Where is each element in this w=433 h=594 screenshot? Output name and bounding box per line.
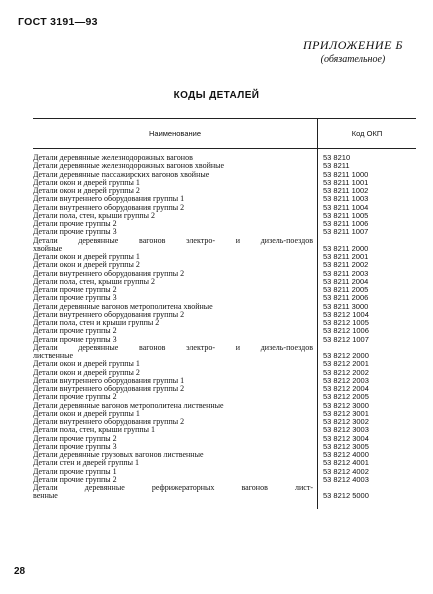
okp-code: 53 8211 2005: [323, 285, 369, 294]
detail-name: Детали деревянные железнодорожных вагонов: [33, 154, 193, 162]
column-header-code: Код ОКП: [351, 129, 383, 138]
detail-name: Детали окон и дверей группы 1: [33, 178, 140, 187]
detail-name: венные: [33, 492, 58, 501]
table-row: [33, 154, 416, 162]
okp-code: 53 8212 2001: [323, 359, 369, 369]
okp-code: 53 8212 1005: [323, 318, 369, 327]
okp-code: 53 8211 2006: [323, 293, 369, 303]
codes-table: [33, 118, 416, 501]
okp-code: 53 8212 1007: [323, 334, 369, 344]
detail-name: Детали прочие группы 1: [33, 467, 117, 476]
okp-code: 53 8212 1006: [323, 326, 369, 336]
table-row: [33, 476, 416, 484]
okp-code: 53 8212 3002: [323, 417, 369, 426]
detail-name: Детали внутреннего оборудования группы 1: [33, 195, 185, 204]
okp-code: 53 8212 5000: [323, 491, 369, 501]
detail-name: Детали прочие группы 2: [33, 475, 117, 484]
detail-name: Детали деревянные рефрижераторных вагонов лист-: [33, 484, 313, 492]
detail-name: Детали прочие группы 2: [33, 434, 117, 443]
detail-name: Детали деревянные вагонов электро- и дизель-поездов: [33, 343, 313, 352]
okp-code: 53 8211 1007: [323, 227, 369, 237]
detail-name: лиственные: [33, 352, 74, 360]
detail-name: Детали окон и дверей группы 2: [33, 261, 140, 270]
table-row: [33, 336, 416, 344]
table-row: [33, 228, 416, 236]
appendix-note: (обязательное): [320, 54, 386, 65]
detail-name: хвойные: [33, 244, 63, 253]
appendix-title: ПРИЛОЖЕНИЕ Б: [302, 38, 403, 52]
detail-name: Детали внутреннего оборудования группы 1: [33, 376, 185, 385]
okp-code: 53 8212 3003: [323, 425, 369, 435]
detail-name: Детали внутреннего оборудования группы 2: [33, 310, 185, 319]
okp-code: 53 8211 1002: [323, 186, 369, 195]
okp-code: 53 8212 2002: [323, 367, 369, 377]
detail-name: Детали окон и дверей группы 1: [33, 360, 140, 369]
detail-name: Детали деревянные вагонов метрополитена лиственные: [33, 401, 224, 410]
okp-code: 53 8212 3001: [323, 408, 369, 418]
okp-code: 53 8212 2003: [323, 375, 369, 385]
okp-code: 53 8211 1006: [323, 219, 369, 228]
detail-name: Детали деревянные железнодорожных вагонов хвойные: [33, 162, 225, 171]
table-body: [33, 149, 416, 501]
detail-name: Детали прочие группы 3: [33, 228, 117, 237]
detail-name: Детали внутреннего оборудования группы 2: [33, 203, 185, 212]
detail-name: Детали пола, стен, крыши группы 1: [33, 426, 156, 435]
detail-name: Детали прочие группы 3: [33, 294, 117, 303]
detail-name: Детали окон и дверей группы 2: [33, 368, 140, 377]
okp-code: 53 8211 1003: [323, 194, 369, 204]
detail-name: Детали деревянные вагонов электро- и дизель-поездов: [33, 236, 313, 245]
detail-name: Детали прочие группы 2: [33, 393, 117, 402]
okp-code: 53 8211: [323, 161, 350, 171]
detail-name: Детали пола, стен и крыши группы 2: [33, 319, 160, 327]
detail-name: Детали окон и дверей группы 1: [33, 253, 140, 261]
document-standard-id: ГОСТ 3191—93: [18, 16, 98, 28]
okp-code: 53 8212 2000: [323, 351, 369, 360]
detail-name: Детали прочие группы 2: [33, 220, 117, 228]
detail-name: Детали прочие группы 3: [33, 442, 117, 451]
detail-name: Детали прочие группы 2: [33, 286, 117, 294]
okp-code: 53 8211 2000: [323, 243, 369, 253]
detail-name: Детали внутреннего оборудования группы 2: [33, 269, 185, 278]
okp-code: 53 8212 2004: [323, 384, 369, 393]
okp-code: 53 8212 3005: [323, 441, 369, 451]
detail-name: Детали деревянные грузовых вагонов лиственные: [33, 451, 204, 459]
okp-code: 53 8211 1001: [323, 177, 369, 187]
detail-name: Детали деревянные вагонов метрополитена хвойные: [33, 302, 213, 311]
okp-code: 53 8210: [323, 153, 351, 162]
okp-code: 53 8212 4001: [323, 458, 369, 468]
detail-name: Детали окон и дверей группы 1: [33, 409, 140, 418]
okp-code: 53 8211 1004: [323, 202, 369, 212]
okp-code: 53 8211 1005: [323, 210, 369, 220]
detail-name: Детали внутреннего оборудования группы 2: [33, 385, 185, 393]
detail-name: Детали прочие группы 2: [33, 327, 117, 336]
detail-name: Детали внутреннего оборудования группы 2: [33, 418, 185, 426]
detail-name: Детали деревянные пассажирских вагонов хвойные: [33, 170, 210, 179]
page-number: 28: [14, 566, 26, 577]
okp-code: 53 8212 4003: [323, 474, 369, 484]
column-divider: [317, 149, 318, 509]
okp-code: 53 8212 3004: [323, 433, 369, 443]
table-header: [33, 119, 416, 149]
table-row: [33, 492, 416, 500]
okp-code: 53 8212 3000: [323, 400, 369, 410]
okp-code: 53 8212 2005: [323, 392, 369, 402]
okp-code: 53 8211 2002: [323, 260, 369, 270]
detail-name: Детали пола, стен, крыши группы 2: [33, 211, 156, 220]
appendix-heading: [303, 38, 403, 65]
okp-code: 53 8212 1004: [323, 309, 369, 319]
column-header-name: Наименование: [33, 119, 318, 148]
detail-name: Детали пола, стен, крыши группы 2: [33, 277, 156, 286]
okp-code: 53 8212 4000: [323, 450, 369, 459]
detail-name: Детали прочие группы 3: [33, 335, 117, 344]
detail-name: Детали стен и дверей группы 1: [33, 459, 140, 468]
okp-code: 53 8212 4002: [323, 466, 369, 476]
section-title: КОДЫ ДЕТАЛЕЙ: [173, 90, 260, 101]
okp-code: 53 8211 2003: [323, 268, 369, 278]
okp-code: 53 8211 3000: [323, 301, 369, 311]
detail-name: Детали окон и дверей группы 2: [33, 187, 140, 195]
okp-code: 53 8211 2004: [323, 276, 369, 286]
okp-code: 53 8211 1000: [323, 169, 369, 179]
okp-code: 53 8211 2001: [323, 252, 369, 261]
